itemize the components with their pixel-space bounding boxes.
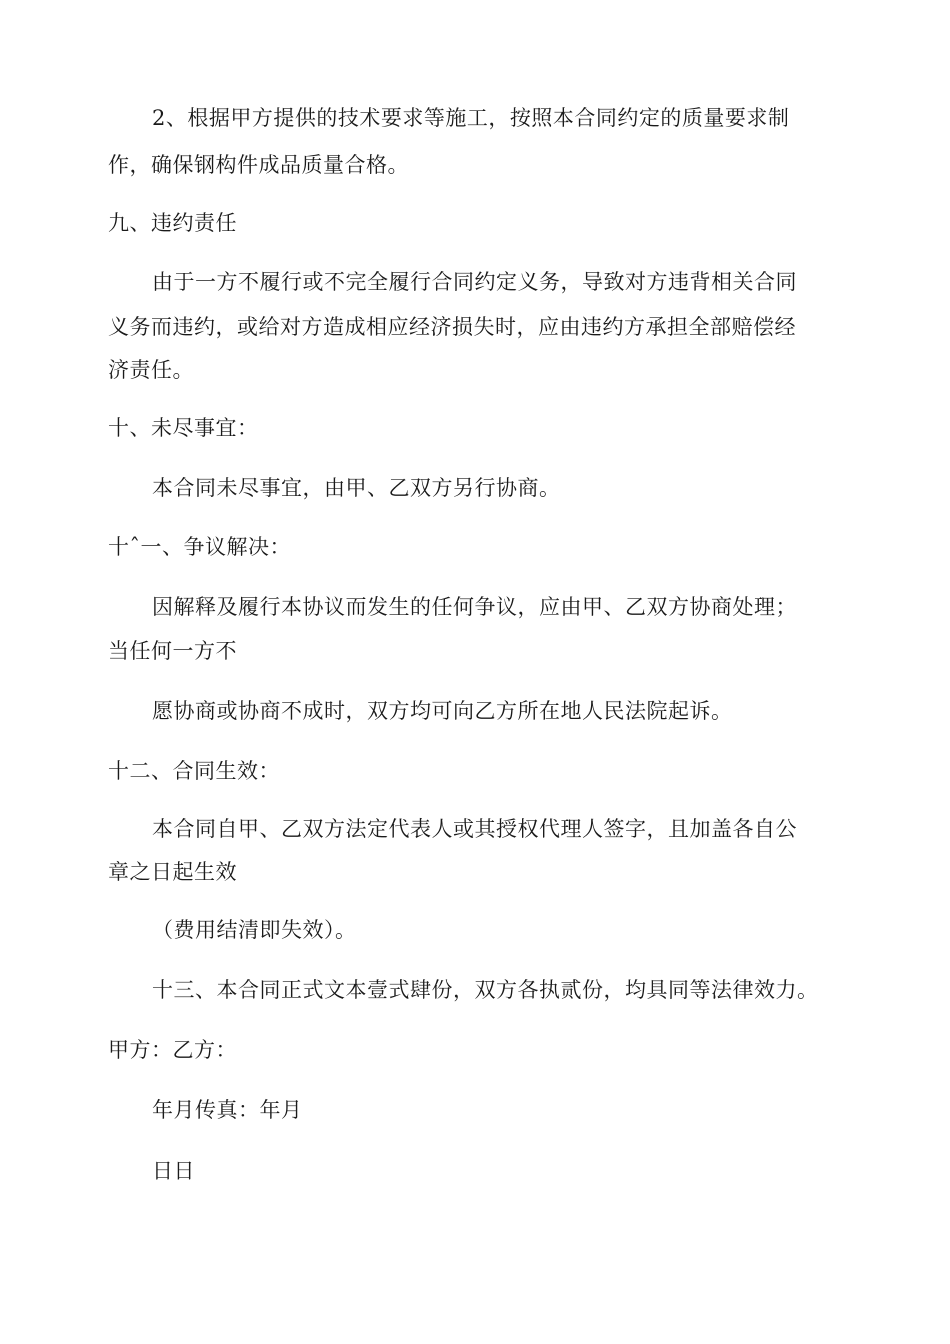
dispute-paragraph-line-2: 当任何一方不 xyxy=(108,639,237,663)
dispute-paragraph-line-3: 愿协商或协商不成时，双方均可向乙方所在地人民法院起诉。 xyxy=(152,699,733,723)
dispute-paragraph-line-1: 因解释及履行本协议而发生的任何争议，应由甲、乙双方协商处理； xyxy=(152,595,797,619)
breach-paragraph-line-3: 济责任。 xyxy=(108,358,194,382)
outstanding-matters-paragraph: 本合同未尽事宜，由甲、乙双方另行协商。 xyxy=(152,476,561,500)
signature-day: 日日 xyxy=(152,1159,195,1183)
breach-paragraph-line-2: 义务而违约，或给对方造成相应经济损失时，应由违约方承担全部赔偿经 xyxy=(108,315,796,339)
clause-8-item-2-line-1: 2、根据甲方提供的技术要求等施工，按照本合同约定的质量要求制 xyxy=(152,106,790,130)
heading-contract-effect: 十二、合同生效： xyxy=(108,759,280,783)
signature-parties: 甲方：乙方： xyxy=(108,1038,237,1062)
clause-8-item-2-line-2: 作，确保钢构件成品质量合格。 xyxy=(108,153,409,177)
effect-paragraph-line-3: （费用结清即失效）。 xyxy=(152,918,357,942)
heading-outstanding-matters: 十、未尽事宜： xyxy=(108,416,259,440)
clause-13-copies: 十三、本合同正式文本壹式肆份，双方各执贰份，均具同等法律效力。 xyxy=(152,978,819,1002)
signature-date-fax: 年月传真：年月 xyxy=(152,1098,303,1122)
breach-paragraph-line-1: 由于一方不履行或不完全履行合同约定义务，导致对方违背相关合同 xyxy=(152,270,797,294)
effect-paragraph-line-2: 章之日起生效 xyxy=(108,860,237,884)
effect-paragraph-line-1: 本合同自甲、乙双方法定代表人或其授权代理人签字，且加盖各自公 xyxy=(152,817,797,841)
heading-breach-liability: 九、违约责任 xyxy=(108,211,237,235)
heading-dispute-resolution: 十ˆ一、争议解决： xyxy=(108,535,291,559)
